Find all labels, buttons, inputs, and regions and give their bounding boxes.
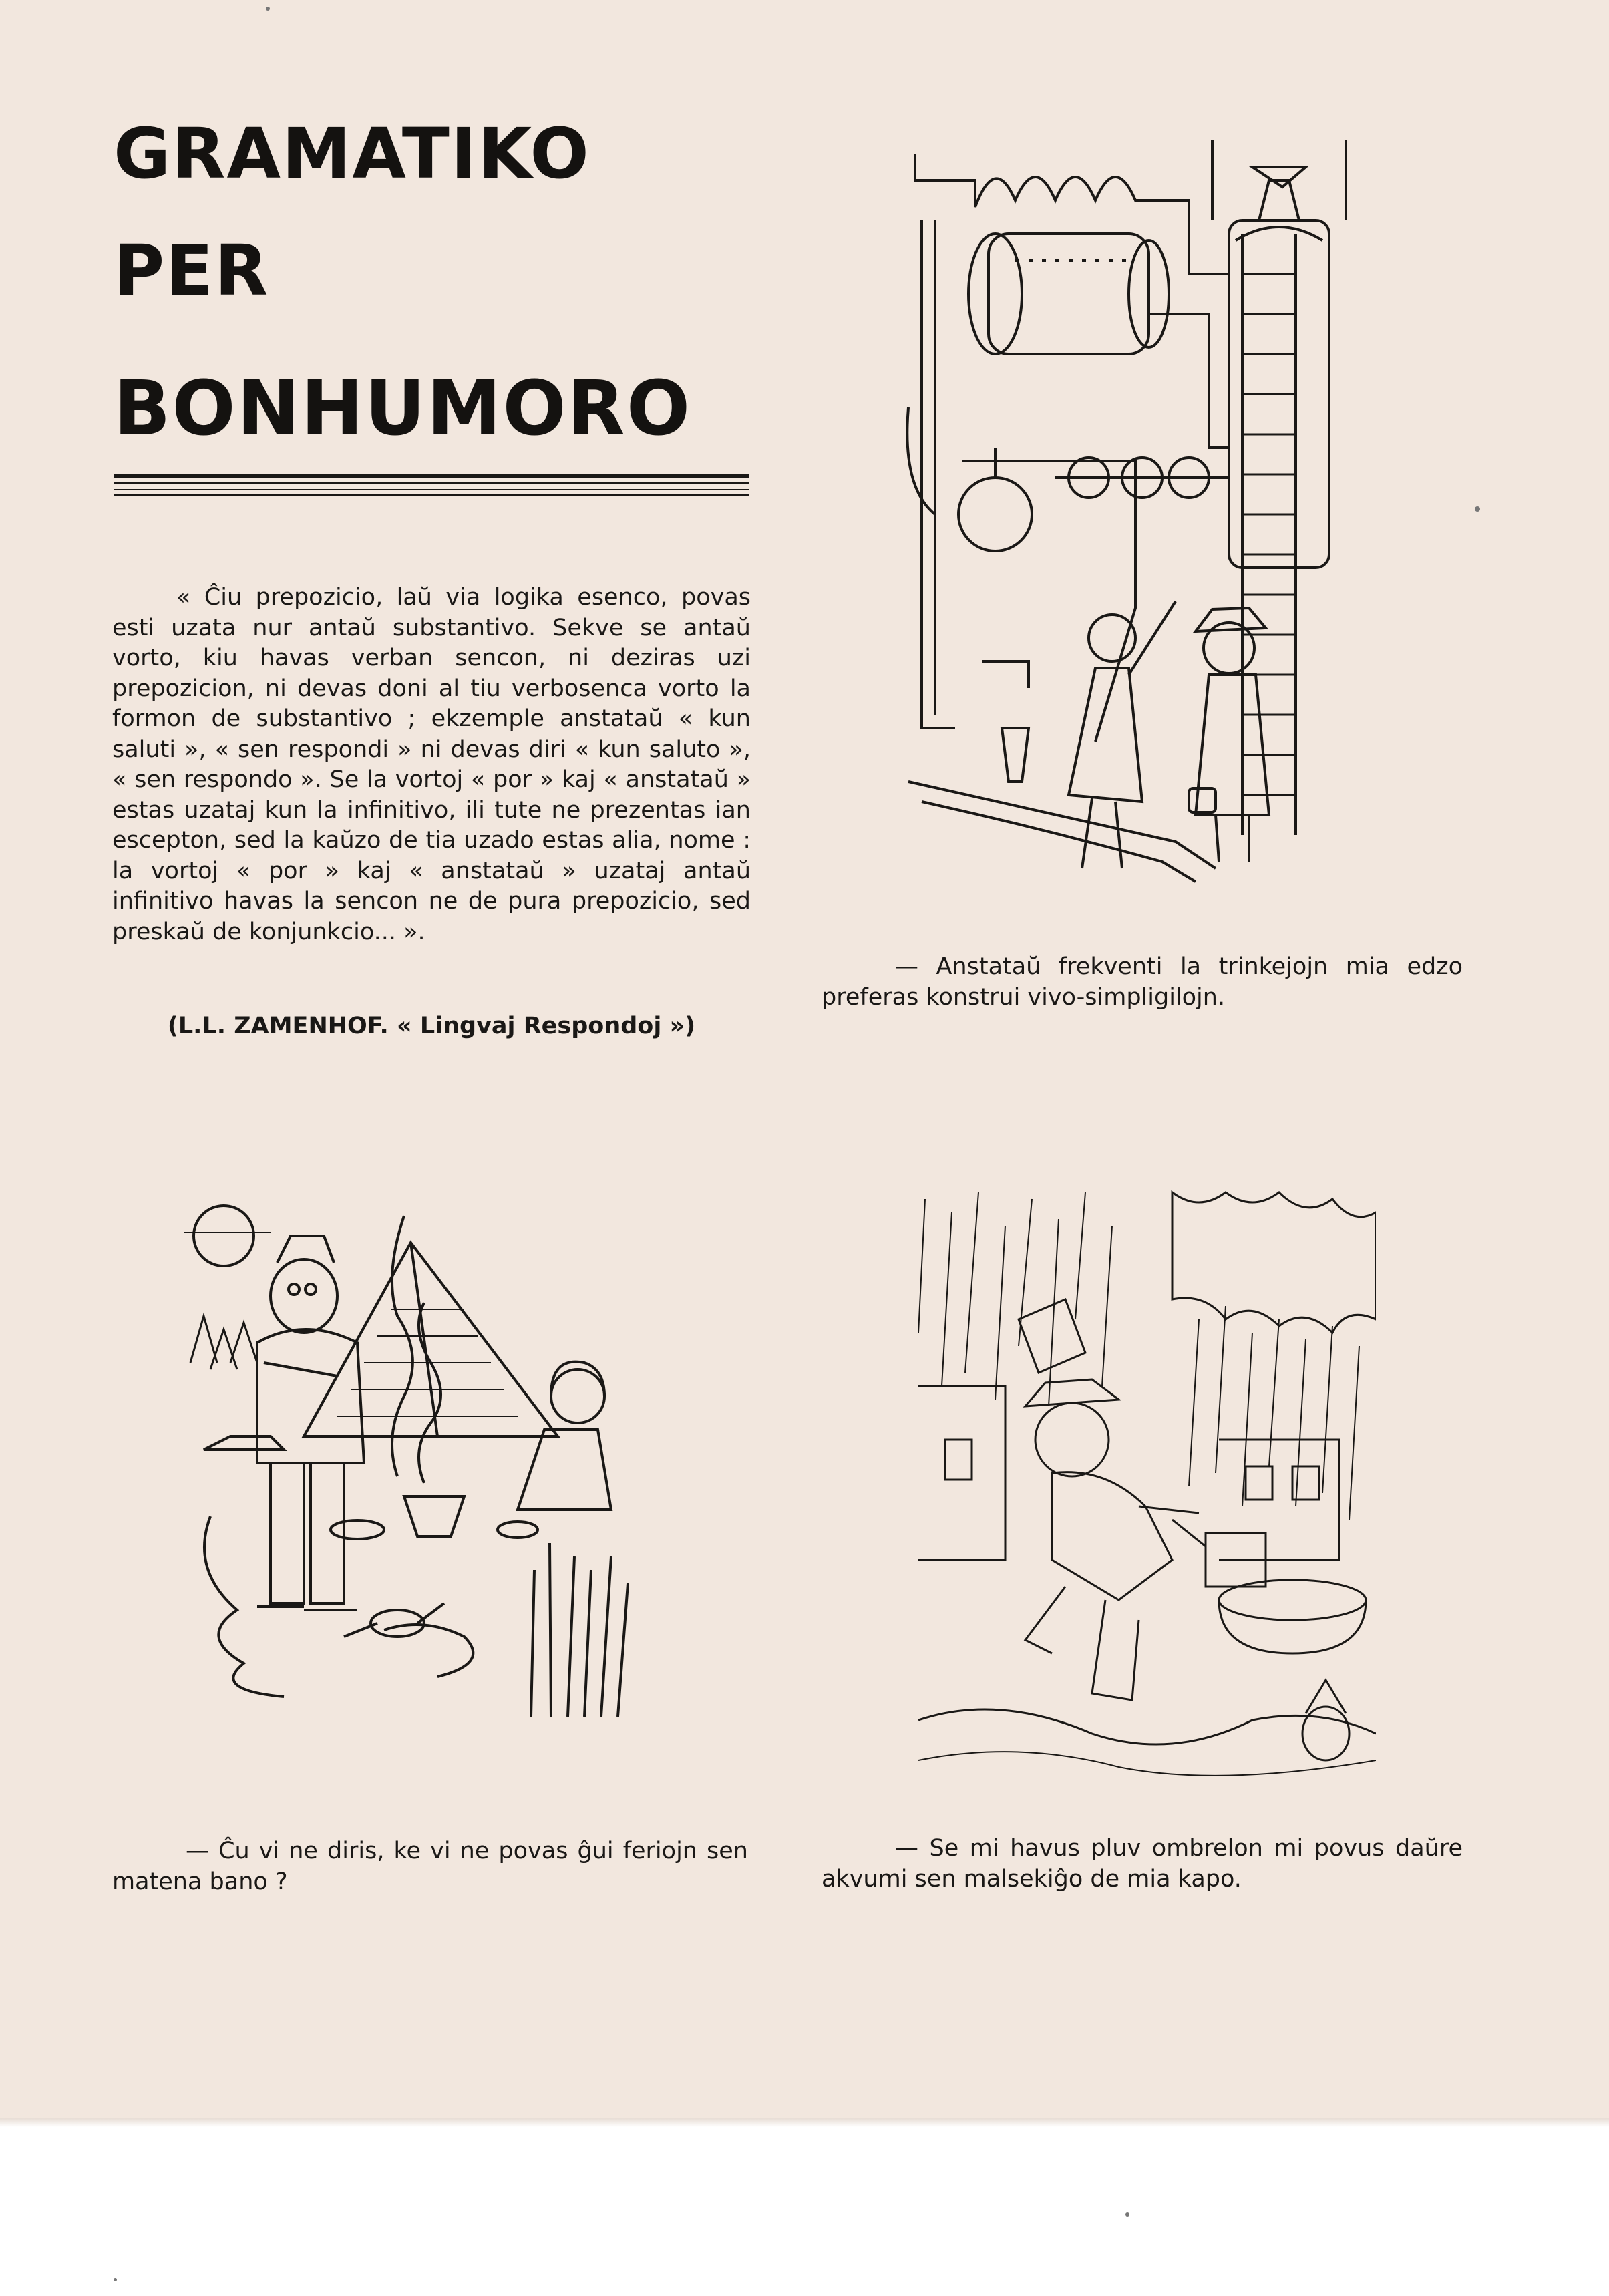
machine-illustration xyxy=(895,140,1403,895)
page-title-line-1: GRAMATIKO xyxy=(114,113,590,194)
ink-speck xyxy=(1475,506,1480,512)
ink-speck xyxy=(114,2278,117,2281)
camping-illustration xyxy=(184,1196,651,1730)
page-edge xyxy=(0,2118,1609,2127)
ink-speck xyxy=(266,7,270,11)
caption-rain: — Se mi havus pluv ombrelon mi povus daŭre akvumi sen malsekiĝo de mia kapo. xyxy=(822,1835,1463,1893)
title-rule xyxy=(114,489,749,490)
quote-attribution: (L.L. ZAMENHOF. « Lingvaj Respondoj ») xyxy=(167,1013,696,1039)
page-title-line-3: BONHUMORO xyxy=(114,365,692,452)
zamenhof-quote: « Ĉiu prepozicio, laŭ via logika esenco, povas esti uzata nur antaŭ substantivo. Sekve se antaŭ vorto, kiu havas verban sencon, ni deziras uzi prepozicion, ni devas doni al tiu verbosenca vorto la formon de substantivo ; ekzemple anstataŭ « kun saluti », « sen respondi » ni devas diri « kun saluto », « sen respondo ». Se la vortoj « por » kaj « anstataŭ » estas uzataj kun la infinitivo, ili tute ne prezentas ian escepton, sed la kaŭzo de tia uzado estas alia, nome : la vortoj « por » kaj « anstataŭ » uzataj antaŭ infinitivo havas la sencon ne de pura prepozicio, sed preskaŭ de konjunkcio... ». xyxy=(112,584,751,945)
title-rule xyxy=(114,482,749,484)
title-rule xyxy=(114,494,749,496)
title-rule xyxy=(114,474,749,478)
ink-speck xyxy=(1125,2212,1129,2217)
caption-machine: — Anstataŭ frekventi la trinkejojn mia edzo preferas konstrui vivo-simpligilojn. xyxy=(822,953,1463,1011)
page-title-line-2: PER xyxy=(114,230,270,311)
caption-camping: — Ĉu vi ne diris, ke vi ne povas ĝui feriojn sen matena bano ? xyxy=(112,1838,748,1895)
rain-illustration xyxy=(918,1186,1376,1787)
